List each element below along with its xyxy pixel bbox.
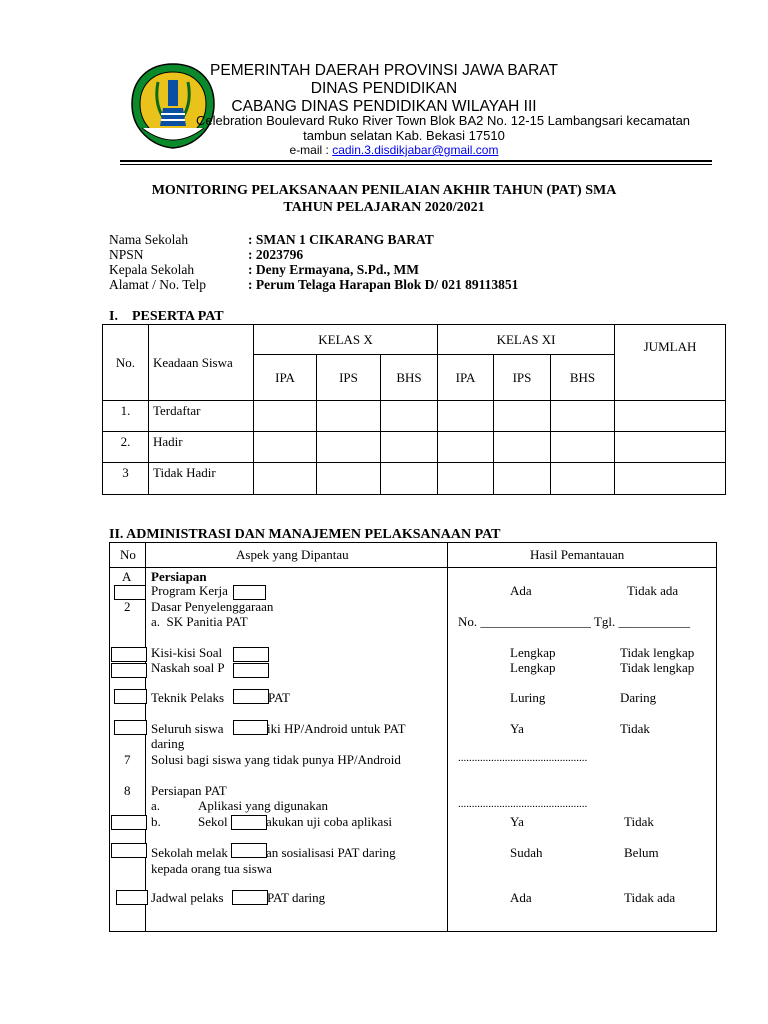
redaction-box [231, 843, 267, 858]
header-branch: CABANG DINAS PENDIDIKAN WILAYAH III [231, 98, 537, 115]
input-cell[interactable] [494, 401, 551, 432]
item-sosialisasi-line2: kepada orang tua siswa [151, 861, 272, 876]
input-cell[interactable] [438, 401, 494, 432]
input-cell[interactable] [381, 463, 438, 495]
input-cell[interactable] [615, 401, 726, 432]
input-cell[interactable] [615, 432, 726, 463]
option-tidak-lengkap[interactable]: Tidak lengkap [620, 645, 695, 660]
input-cell[interactable] [317, 463, 381, 495]
peserta-table [102, 324, 726, 495]
row-label: Tidak Hadir [149, 463, 254, 495]
item-no-2: 2 [124, 599, 131, 614]
option-ada[interactable]: Ada [510, 890, 532, 905]
header-email [0, 143, 768, 157]
sub-ips-x: IPS [317, 355, 381, 401]
row-a-label: Persiapan [151, 569, 207, 584]
row-no: 2. [103, 432, 149, 463]
header-address-line1: Celebration Boulevard Ruko River Town Blok BA2 No. 12-15 Lambangsari kecamatan [196, 113, 691, 128]
item-sosialisasi-cont: an sosialisasi PAT daring [266, 845, 396, 860]
header-rule-thick [120, 160, 712, 162]
redaction-box [232, 890, 268, 905]
input-cell[interactable] [615, 463, 726, 495]
aplikasi-answer-field[interactable]: ............................................... [458, 798, 588, 810]
input-cell[interactable] [254, 401, 317, 432]
row-a-no: A [122, 569, 132, 584]
input-cell[interactable] [254, 432, 317, 463]
number-box [111, 843, 147, 858]
table-row [103, 401, 726, 432]
divider [447, 543, 448, 931]
row-no: 1. [103, 401, 149, 432]
option-tidak[interactable]: Tidak [620, 721, 650, 736]
option-daring[interactable]: Daring [620, 690, 657, 705]
col-keadaan-header: Keadaan Siswa [149, 325, 254, 401]
number-box [114, 720, 147, 735]
item-seluruh-siswa: Seluruh siswa [151, 721, 224, 736]
info-value-address: : Perum Telaga Harapan Blok D/ 021 89113851 [248, 277, 519, 292]
option-tidak-ada[interactable]: Tidak ada [627, 583, 679, 598]
section-administrasi-title: II. ADMINISTRASI DAN MANAJEMEN PELAKSANAAN PAT [109, 527, 501, 542]
sub-ipa-x: IPA [254, 355, 317, 401]
option-sudah[interactable]: Sudah [510, 845, 543, 860]
redaction-box [233, 585, 266, 600]
number-box [116, 890, 148, 905]
header-rule-thin [120, 164, 712, 165]
option-luring[interactable]: Luring [510, 690, 546, 705]
input-cell[interactable] [438, 463, 494, 495]
row-label: Hadir [149, 432, 254, 463]
redaction-box [231, 815, 267, 830]
item-a-marker: a. [151, 798, 161, 813]
row-label: Terdaftar [149, 401, 254, 432]
solusi-answer-field[interactable]: ............................................... [458, 752, 588, 764]
item-seluruh-siswa-cont: iki HP/Android untuk PAT [267, 721, 406, 736]
item-jadwal-cont: PAT daring [267, 890, 326, 905]
item-sosialisasi: Sekolah melak [151, 845, 228, 860]
sub-ips-xi: IPS [494, 355, 551, 401]
info-value-principal: : Deny Ermayana, S.Pd., MM [248, 262, 419, 277]
item-solusi: Solusi bagi siswa yang tidak punya HP/Android [151, 752, 401, 767]
input-cell[interactable] [551, 401, 615, 432]
input-cell[interactable] [494, 432, 551, 463]
input-cell[interactable] [494, 463, 551, 495]
item-no-8: 8 [124, 783, 131, 798]
section-peserta-title: I. PESERTA PAT [109, 309, 224, 324]
item-teknik-pelaksanaan: Teknik Pelaks [151, 690, 225, 705]
divider [145, 543, 146, 931]
option-tidak-ada[interactable]: Tidak ada [624, 890, 676, 905]
sub-bhs-x: BHS [381, 355, 438, 401]
item-aplikasi: Aplikasi yang digunakan [198, 798, 328, 813]
item-persiapan-pat: Persiapan PAT [151, 783, 227, 798]
number-box [114, 689, 147, 704]
row-no: 3 [103, 463, 149, 495]
sub-ipa-xi: IPA [438, 355, 494, 401]
jumlah-header: JUMLAH [615, 325, 726, 401]
info-value-school: : SMAN 1 CIKARANG BARAT [248, 232, 434, 247]
input-cell[interactable] [254, 463, 317, 495]
redaction-box [233, 663, 269, 678]
redaction-box [233, 689, 269, 704]
item-no-7: 7 [124, 752, 131, 767]
input-cell[interactable] [317, 401, 381, 432]
option-belum[interactable]: Belum [624, 845, 659, 860]
item-b-marker: b. [151, 814, 161, 829]
col-hasil-header: Hasil Pemantauan [530, 547, 625, 562]
option-ya[interactable]: Ya [510, 814, 524, 829]
input-cell[interactable] [317, 432, 381, 463]
kelas-xi-header: KELAS XI [438, 325, 615, 355]
info-label-npsn: NPSN [109, 247, 144, 262]
input-cell[interactable] [551, 432, 615, 463]
kelas-x-header: KELAS X [254, 325, 438, 355]
header-address-line2: tambun selatan Kab. Bekasi 17510 [303, 128, 505, 143]
table-row [103, 432, 726, 463]
item-seluruh-siswa-line2: daring [151, 736, 185, 751]
table-row [103, 463, 726, 495]
option-ya[interactable]: Ya [510, 721, 524, 736]
option-lengkap[interactable]: Lengkap [510, 660, 556, 675]
document-title: MONITORING PELAKSANAAN PENILAIAN AKHIR TAHUN (PAT) SMA [151, 183, 617, 198]
info-label-school: Nama Sekolah [109, 232, 189, 247]
item-dasar: Dasar Penyelenggaraan [151, 599, 274, 614]
item-uji-coba-cont: akukan uji coba aplikasi [266, 814, 392, 829]
item-uji-coba: Sekol [198, 814, 228, 829]
item-program-kerja: Program Kerja [151, 583, 228, 598]
sub-bhs-xi: BHS [551, 355, 615, 401]
header-department: DINAS PENDIDIKAN [310, 80, 458, 97]
number-box [114, 585, 146, 600]
input-cell[interactable] [438, 432, 494, 463]
col-no-header: No [120, 547, 136, 562]
item-teknik-suffix: PAT [268, 690, 290, 705]
redaction-box [233, 720, 268, 735]
info-label-principal: Kepala Sekolah [109, 262, 195, 277]
info-value-npsn: : 2023796 [248, 247, 304, 262]
item-naskah-soal: Naskah soal P [151, 660, 225, 675]
item-sk-panitia: a. SK Panitia PAT [151, 614, 248, 629]
col-no-header: No. [103, 325, 149, 401]
administrasi-table [109, 542, 717, 932]
info-label-address: Alamat / No. Telp [109, 277, 207, 292]
header-government: PEMERINTAH DAERAH PROVINSI JAWA BARAT [210, 62, 558, 79]
item-kisi-kisi: Kisi-kisi Soal [151, 645, 223, 660]
number-box [111, 815, 147, 830]
input-cell[interactable] [381, 401, 438, 432]
sk-number-date-field[interactable]: No. _________________ Tgl. ___________ [458, 614, 690, 629]
number-box [111, 663, 147, 678]
option-tidak[interactable]: Tidak [624, 814, 654, 829]
email-label: e-mail : [289, 143, 333, 157]
option-tidak-lengkap[interactable]: Tidak lengkap [620, 660, 695, 675]
redaction-box [233, 647, 269, 662]
input-cell[interactable] [381, 432, 438, 463]
email-link[interactable]: cadin.3.disdikjabar@gmail.com [332, 143, 499, 157]
option-ada[interactable]: Ada [510, 583, 532, 598]
input-cell[interactable] [551, 463, 615, 495]
col-aspek-header: Aspek yang Dipantau [236, 547, 349, 562]
document-subtitle: TAHUN PELAJARAN 2020/2021 [283, 200, 485, 215]
item-jadwal: Jadwal pelaks [151, 890, 224, 905]
option-lengkap[interactable]: Lengkap [510, 645, 556, 660]
number-box [111, 647, 147, 662]
divider [110, 567, 716, 568]
